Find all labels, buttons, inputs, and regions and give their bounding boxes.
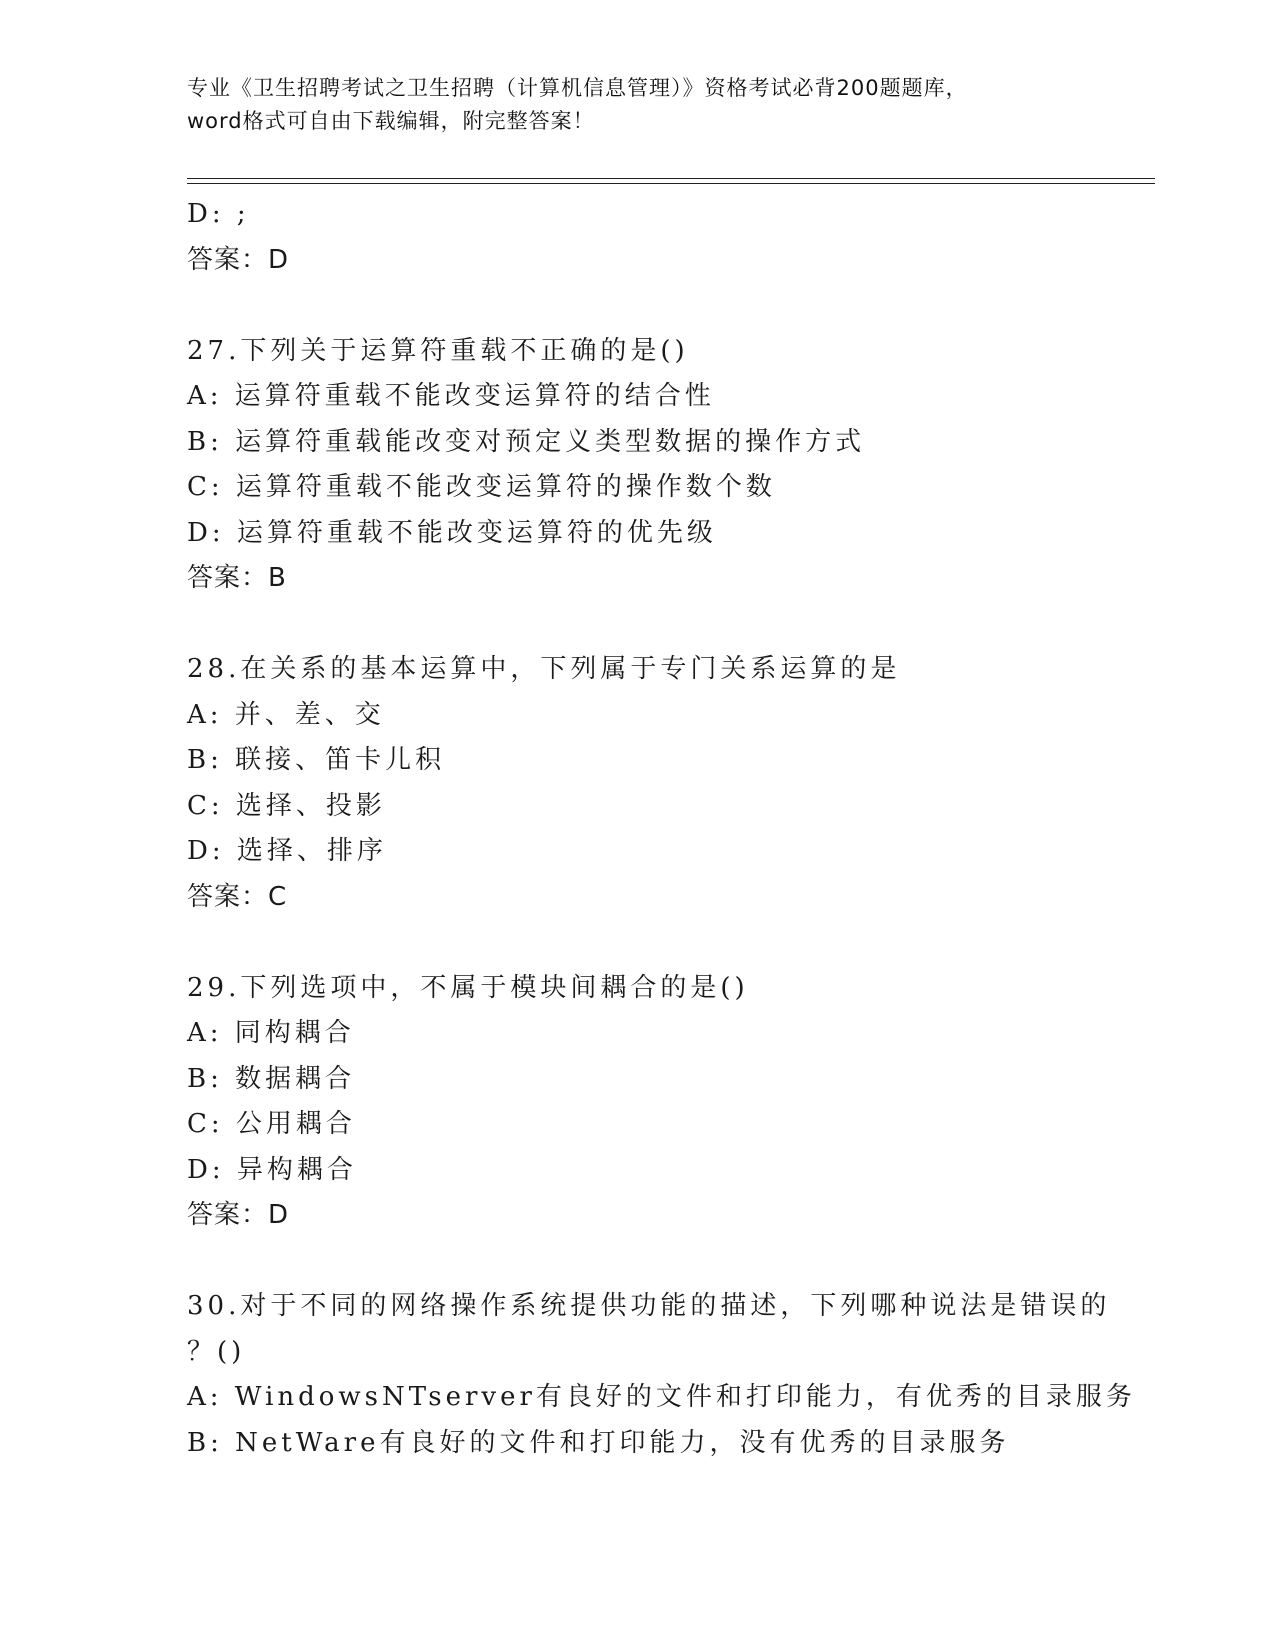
spacer	[187, 920, 1155, 966]
option-b: B: NetWare有良好的文件和打印能力，没有优秀的目录服务	[187, 1427, 1010, 1458]
question-28	[187, 647, 1155, 920]
fragment-answer: 答案：D	[187, 244, 290, 275]
answer: 答案：D	[187, 1200, 290, 1230]
question-text: 27.下列关于运算符重载不正确的是()	[187, 335, 689, 366]
question-27	[187, 329, 1155, 602]
option-a: A: 运算符重载不能改变运算符的结合性	[187, 381, 715, 411]
header-line-1: 专业《卫生招聘考试之卫生招聘（计算机信息管理）》资格考试必背200题题库，	[187, 76, 968, 100]
option-c: C: 运算符重载不能改变运算符的操作数个数	[187, 472, 776, 502]
spacer	[187, 283, 1155, 329]
answer: 答案：B	[187, 563, 287, 593]
question-text: 28.在关系的基本运算中，下列属于专门关系运算的是	[187, 654, 901, 684]
header-line-2: word格式可自由下载编辑，附完整答案！	[187, 109, 595, 133]
question-text: 29.下列选项中，不属于模块间耦合的是()	[187, 972, 749, 1003]
document-header	[187, 72, 1087, 138]
option-c: C: 选择、投影	[187, 790, 386, 821]
question-text-line-1: 30.对于不同的网络操作系统提供功能的描述，下列哪种说法是错误的	[187, 1291, 1111, 1321]
fragment-option-d: D: ;	[187, 199, 250, 229]
question-text-line-2: ？()	[187, 1336, 246, 1367]
option-a: A: 同构耦合	[187, 1018, 355, 1048]
option-d: D: 运算符重载不能改变运算符的优先级	[187, 517, 717, 548]
answer: 答案：C	[187, 881, 288, 912]
question-list	[187, 192, 1155, 1466]
header-rule-top	[187, 178, 1155, 179]
option-d: D: 选择、排序	[187, 836, 387, 866]
option-a: A: 并、差、交	[187, 699, 385, 730]
question-29	[187, 966, 1155, 1239]
option-a: A: WindowsNTserver有良好的文件和打印能力，有优秀的目录服务	[187, 1382, 1136, 1412]
option-b: B: 联接、笛卡儿积	[187, 745, 446, 775]
option-b: B: 运算符重载能改变对预定义类型数据的操作方式	[187, 426, 866, 457]
header-rule-bottom	[187, 183, 1155, 184]
question-30	[187, 1284, 1155, 1466]
spacer	[187, 602, 1155, 648]
option-d: D: 异构耦合	[187, 1154, 357, 1185]
option-b: B: 数据耦合	[187, 1063, 356, 1094]
option-c: C: 公用耦合	[187, 1109, 356, 1139]
spacer	[187, 1239, 1155, 1285]
